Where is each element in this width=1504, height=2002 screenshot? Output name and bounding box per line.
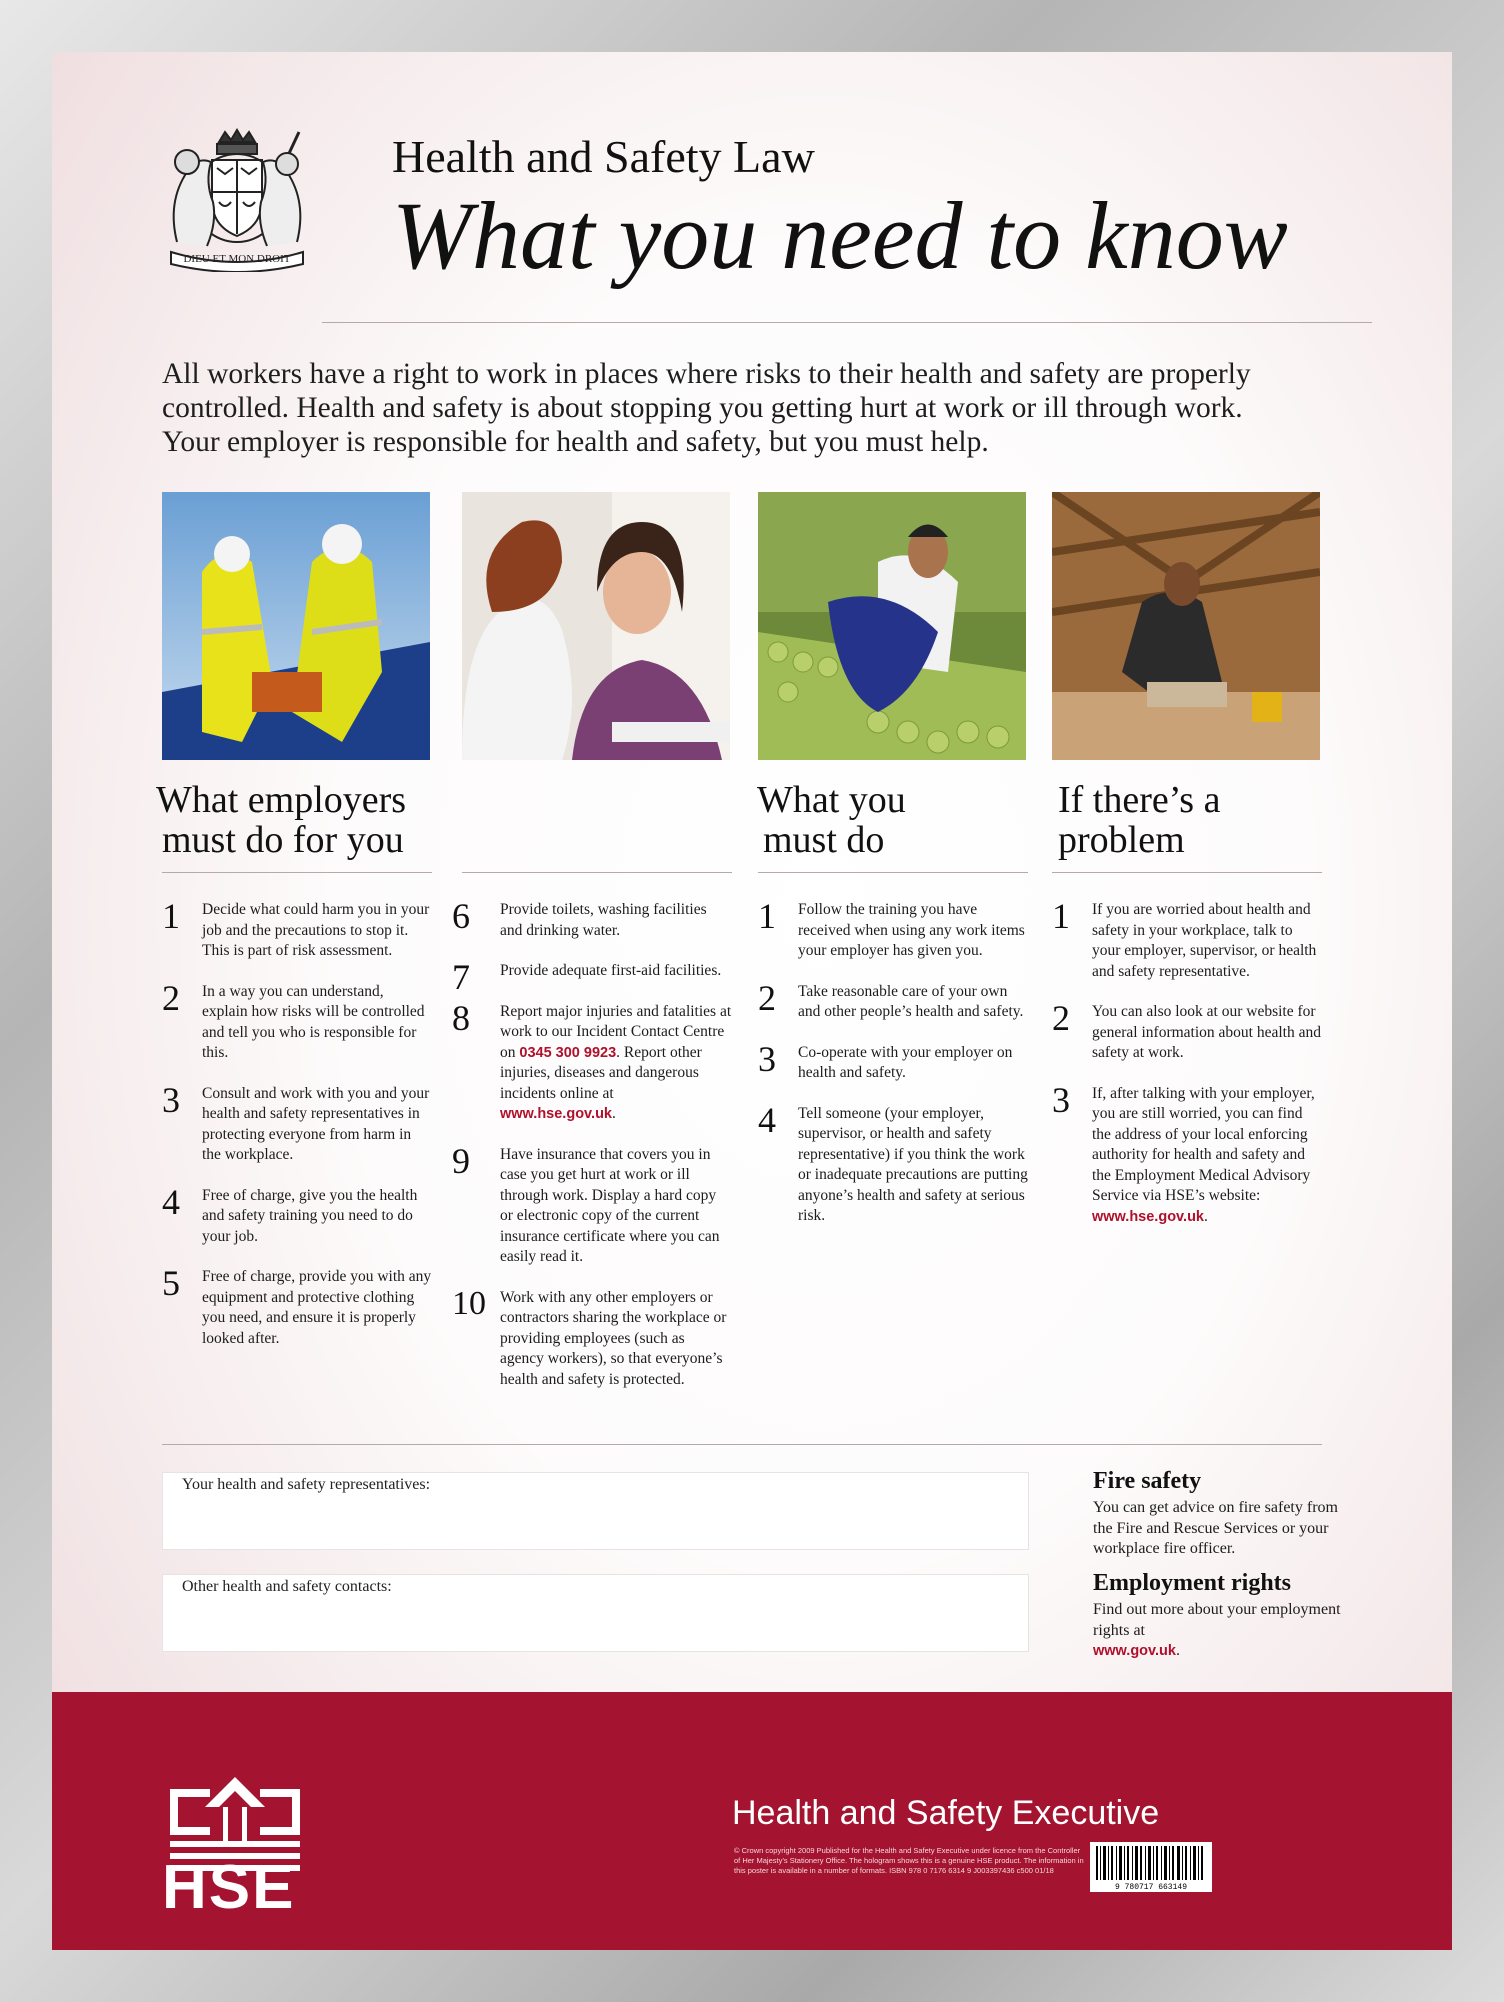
list-item: 2 Take reasonable care of your own and other people’s health and safety. — [758, 977, 1024, 1020]
employers-list-a — [162, 896, 432, 1369]
list-item: 3 If, after talking with your employer, you are still worried, you can find the address of your local enforcing authority for health and safety and the Employment Medical Advisory Service via HSE’s website: www.hse.gov.uk. — [1052, 1079, 1315, 1225]
hse-website-link[interactable]: www.hse.gov.uk — [500, 1106, 612, 1122]
problem-list — [1052, 896, 1322, 1247]
list-item: 3 Co-operate with your employer on health and safety. — [758, 1038, 1013, 1081]
list-item: 4 Free of charge, give you the health and safety training you need to do your job. — [162, 1181, 418, 1245]
header-rule — [322, 322, 1372, 323]
list-item: 8 Report major injuries and fatalities at work to our Incident Contact Centre on 0345 300 9923. Report other injuries, diseases and dangerous incidents online at www.hse.gov.uk. — [452, 997, 732, 1122]
rule-employers-b — [462, 872, 732, 873]
organisation-name: Health and Safety Executive — [732, 1794, 1160, 1832]
hse-website-link[interactable]: www.hse.gov.uk — [1092, 1208, 1204, 1225]
gov-website-link[interactable]: www.gov.uk — [1093, 1643, 1176, 1659]
photo-workers-hivis — [162, 492, 430, 760]
photo-loft-worker — [1052, 492, 1320, 760]
photo-fruit-picker — [758, 492, 1026, 760]
barcode-icon — [1090, 1842, 1212, 1892]
list-item: 1 Decide what could harm you in your job and the precautions to stop it. This is part of risk assessment. — [162, 896, 430, 959]
you-list — [758, 896, 1028, 1247]
list-item: 7 Provide adequate first-aid facilities. — [452, 957, 722, 997]
intro-text: All workers have a right to work in places where risks to their health and safety are properly controlled. Health and safety is about stopping you getting hurt at work or ill through work. Your employer is responsible for health and safety, but you must help. — [162, 358, 1251, 458]
fire-safety-heading: Fire safety — [1093, 1468, 1202, 1494]
employers-list-b — [452, 896, 732, 1410]
representatives-label: Your health and safety representatives: — [182, 1476, 431, 1493]
list-item: 4 Tell someone (your employer, supervisor, or health and safety representative) if you think the work or inadequate precautions are putting anyone’s health and safety at serious risk. — [758, 1099, 1028, 1224]
rule-you — [758, 872, 1028, 873]
heading-you: What you must do — [757, 779, 906, 861]
fire-safety-text: You can get advice on fire safety from the Fire and Rescue Services or your workplace fire officer. — [1093, 1499, 1338, 1557]
lower-rule — [162, 1444, 1322, 1445]
royal-coat-of-arms-icon — [157, 122, 317, 272]
copyright-small-print: © Crown copyright 2009 Published for the Health and Safety Executive under licence from the Controller of Her Majesty’s Stationery Office. The hologram shows this is a genuine HSE product. The information in this poster is available in a number of formats. ISBN 978 0 7176 6314 9 J003397436 c500 01/18 — [734, 1846, 1084, 1875]
poster — [52, 52, 1452, 1950]
list-item: 2 You can also look at our website for general information about health and safety at work. — [1052, 998, 1321, 1061]
rule-problem — [1052, 872, 1322, 873]
list-item: 10 Work with any other employers or contractors sharing the workplace or providing employees (such as agency workers), so that everyone’s health and safety is protected. — [452, 1284, 727, 1388]
contacts-label: Other health and safety contacts: — [182, 1578, 392, 1595]
poster-subtitle: Health and Safety Law — [392, 131, 815, 182]
barcode — [1090, 1842, 1212, 1892]
list-item: 9 Have insurance that covers you in case you get hurt at work or ill through work. Display a hard copy or electronic copy of the current insurance certificate where you can easily read it. — [452, 1140, 720, 1265]
employment-rights-text: Find out more about your employment rights at www.gov.uk. — [1093, 1601, 1341, 1659]
employment-rights-heading: Employment rights — [1093, 1570, 1291, 1596]
poster-title: What you need to know — [392, 182, 1288, 289]
rule-employers — [162, 872, 432, 873]
list-item: 3 Consult and work with you and your health and safety representatives in protecting everyone from harm in the workplace. — [162, 1079, 430, 1163]
list-item: 2 In a way you can understand, explain how risks will be controlled and tell you who is responsible for this. — [162, 977, 425, 1061]
hse-logo-text: HSE — [162, 1853, 296, 1922]
svg-text:9 780717 663149: 9 780717 663149 — [1114, 1883, 1188, 1892]
list-item: 5 Free of charge, provide you with any equipment and protective clothing you need, and ensure it is properly looked after. — [162, 1263, 432, 1347]
list-item: 1 Follow the training you have received when using any work items your employer has given you. — [758, 896, 1025, 959]
incident-phone-number: 0345 300 9923 — [519, 1044, 617, 1061]
list-item: 1 If you are worried about health and safety in your workplace, talk to your employer, supervisor, or health and safety representative. — [1052, 896, 1317, 980]
heading-problem: If there’s a problem — [1058, 779, 1221, 861]
svg-text:DIEU ET MON DROIT: DIEU ET MON DROIT — [183, 253, 291, 265]
list-item: 6 Provide toilets, washing facilities and drinking water. — [452, 896, 707, 939]
photo-office-meeting — [462, 492, 730, 760]
heading-employers: What employers must do for you — [156, 779, 407, 861]
